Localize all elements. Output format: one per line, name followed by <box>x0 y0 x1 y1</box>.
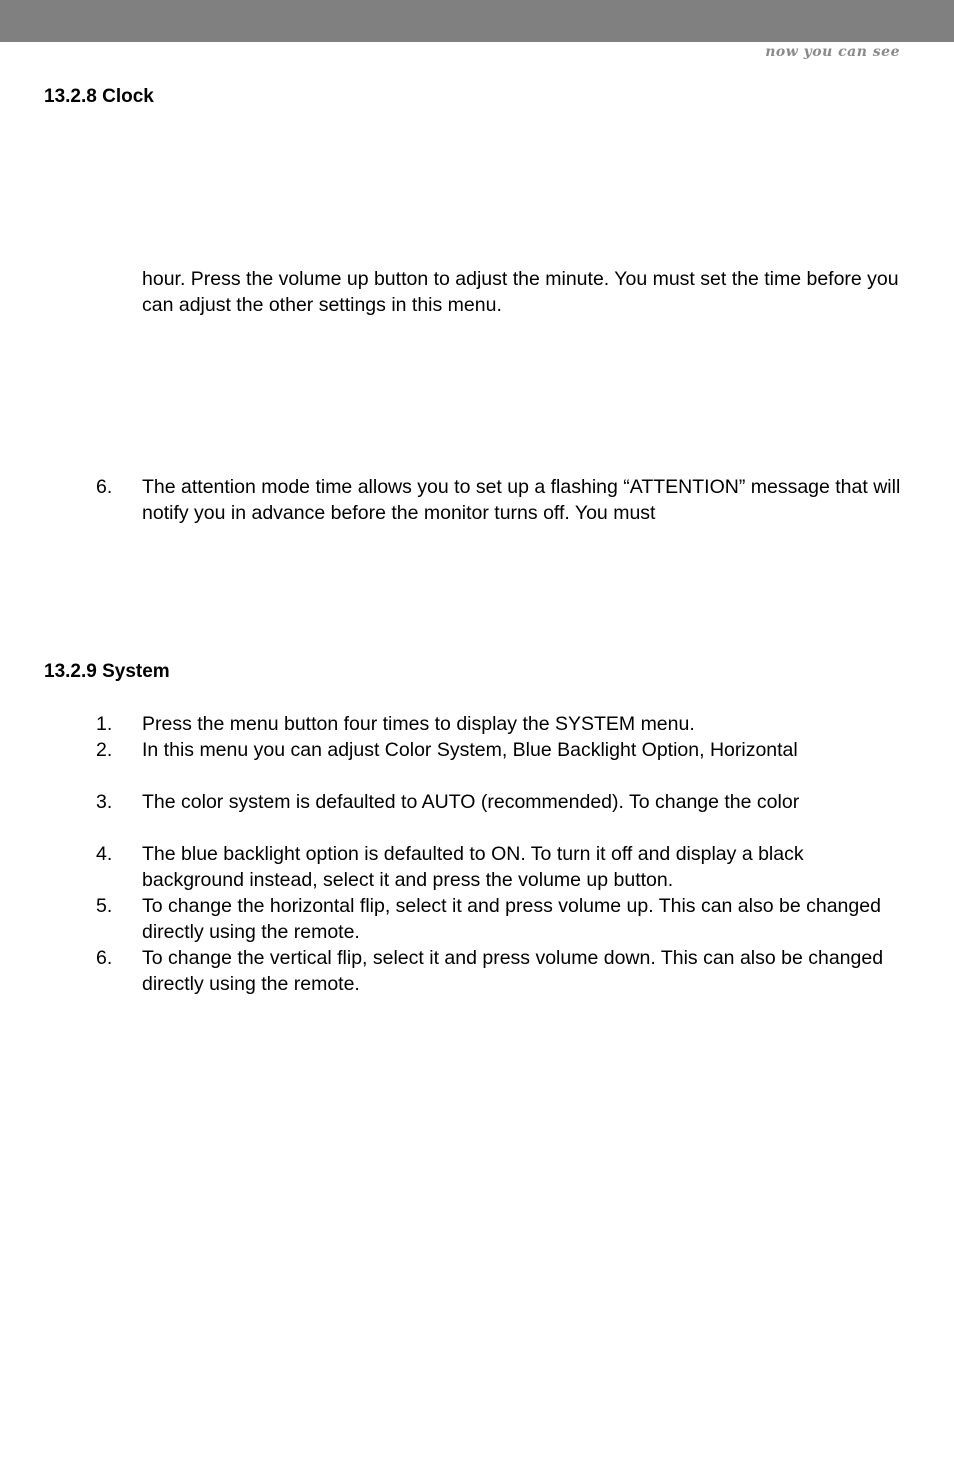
list-text: The attention mode time allows you to set up a flashing “ATTENTION” message that will notify you in advance before the monitor turns off. You must <box>142 476 901 524</box>
list-text: Press the menu button four times to display the SYSTEM menu. <box>142 713 695 735</box>
list-number: 3. <box>96 791 113 813</box>
list-text: In this menu you can adjust Color System, Blue Backlight Option, Horizontal <box>142 739 798 761</box>
list-number: 5. <box>96 895 113 917</box>
list-text: To change the horizontal flip, select it and press volume up. This can also be changed directly using the remote. <box>142 895 881 943</box>
list-number: 2. <box>96 739 113 761</box>
clock-paragraph-fragment: hour. Press the volume up button to adjust the minute. You must set the time before you can adjust the other settings in this menu. <box>142 268 899 316</box>
list-number: 6. <box>96 947 113 969</box>
section-heading-system: 13.2.9 System <box>44 661 170 682</box>
list-number: 4. <box>96 843 113 865</box>
list-text: The color system is defaulted to AUTO (recommended). To change the color <box>142 791 800 813</box>
section-heading-clock: 13.2.8 Clock <box>44 86 154 107</box>
brand-tagline: now you can see <box>765 44 900 60</box>
list-text: The blue backlight option is defaulted to ON. To turn it off and display a black background instead, select it and press the volume up button. <box>142 843 804 891</box>
header-bar <box>0 0 954 42</box>
list-number: 1. <box>96 713 113 735</box>
list-text: To change the vertical flip, select it and press volume down. This can also be changed directly using the remote. <box>142 947 884 995</box>
list-number: 6. <box>96 476 113 498</box>
